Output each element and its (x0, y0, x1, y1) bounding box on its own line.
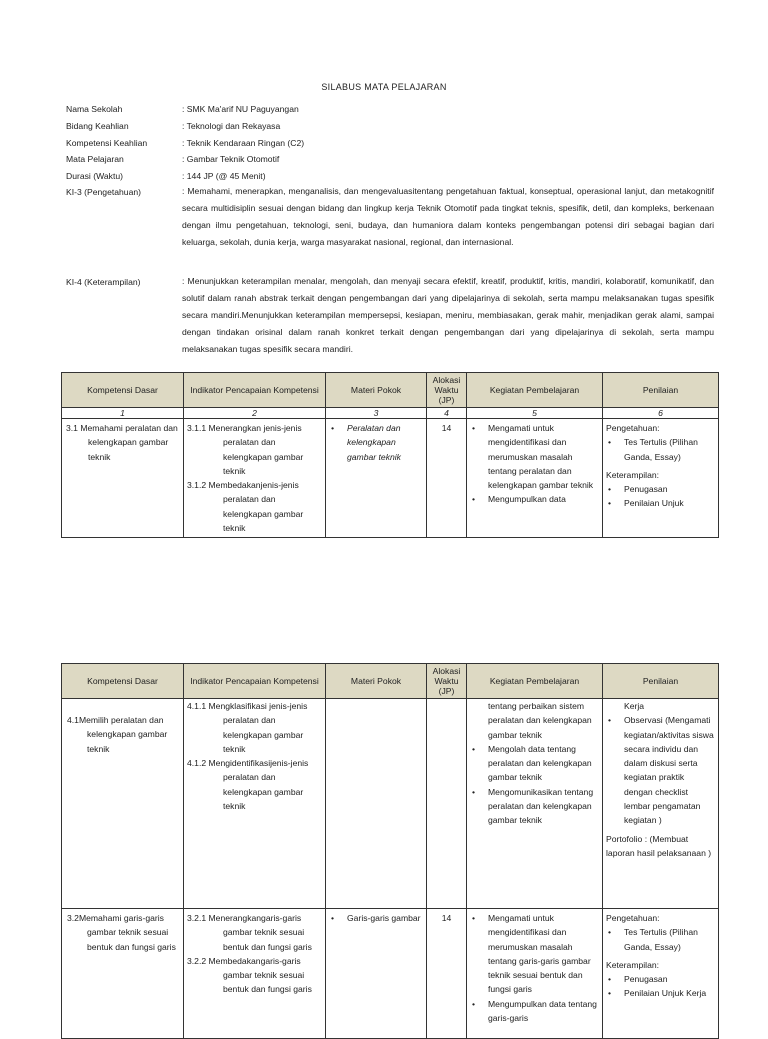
header-indikator: Indikator Pencapaian Kompetensi (184, 664, 326, 699)
header-materi-pokok: Materi Pokok (326, 664, 427, 699)
kegiatan-item: • Mengumpulkan data (470, 492, 599, 506)
kegiatan-item: • Mengamati untuk mengidentifikasi dan merumuskan masalah tentang peralatan dan kelengkapan gambar teknik (470, 421, 599, 492)
indikator-item: 4.1.2 Mengidentifikasijenis-jenis peralatan dan kelengkapan gambar teknik (187, 758, 309, 812)
column-number: 1 (62, 408, 184, 419)
penilaian-cell (603, 909, 719, 1039)
penilaian-continued: Kerja (624, 701, 645, 711)
header-kegiatan: Kegiatan Pembelajaran (467, 664, 603, 699)
penilaian-title: Keterampilan: (606, 959, 660, 970)
column-number-row (62, 408, 719, 419)
kegiatan-item: • Mengamati untuk mengidentifikasi dan merumuskan masalah tentang garis-garis gambar teknik sesuai bentuk dan fungsi garis (470, 911, 599, 997)
table-row (62, 699, 719, 909)
penilaian-item: • Penugasan (606, 972, 715, 986)
header-kompetensi-dasar: Kompetensi Dasar (62, 664, 184, 699)
penilaian-item: • Penugasan (606, 482, 715, 496)
materi-cell (326, 699, 427, 909)
info-label: Durasi (Waktu) (66, 171, 123, 181)
info-value: : Gambar Teknik Otomotif (182, 154, 280, 164)
info-value: : SMK Ma'arif NU Paguyangan (182, 104, 299, 114)
penilaian-cell (603, 419, 719, 538)
info-value: : Menunjukkan keterampilan menalar, mengolah, dan menyaji secara efektif, kreatif, produktif, kritis, mandiri, kolaboratif, komunikatif, dan solutif dalam ranah abstrak terkait dengan pengembangan dari yang dipelajarinya di sekolah, serta mampu melaksanakan tugas spesifik secara mandiri.Menunjukkan keterampilan mempersepsi, kesiapan, meniru, membiasakan, gerak mahir, menjadikan gerak alami, sampai dengan tindakan orisinal dalam ranah konkret terkait dengan pengembangan dari yang dipelajarinya di sekolah, serta mampu melaksanakan tugas spesifik secara mandiri. (182, 276, 714, 354)
silabus-table-1 (61, 372, 719, 538)
materi-item: • Peralatan dan kelengkapan gambar teknik (329, 421, 423, 464)
penilaian-item: • Tes Tertulis (Pilihan Ganda, Essay) (606, 925, 715, 954)
penilaian-title: Pengetahuan: (606, 913, 660, 923)
table-header-row (62, 664, 719, 699)
indikator-item: 3.2.1 Menerangkangaris-garis gambar teknik sesuai bentuk dan fungsi garis (187, 913, 312, 952)
info-label: Nama Sekolah (66, 104, 123, 114)
table-row (62, 419, 719, 538)
kd-cell: 3.1 Memahami peralatan dan kelengkapan gambar teknik (62, 419, 184, 538)
materi-cell (326, 909, 427, 1039)
kd-cell (62, 909, 184, 1039)
header-materi-pokok: Materi Pokok (326, 373, 427, 408)
table-header-row (62, 373, 719, 408)
penilaian-item: • Penilaian Unjuk Kerja (606, 986, 715, 1000)
document-title: SILABUS MATA PELAJARAN (321, 82, 447, 92)
kd-cell (62, 699, 184, 909)
materi-cell (326, 419, 427, 538)
column-number: 3 (326, 408, 427, 419)
info-label: KI-3 (Pengetahuan) (66, 187, 142, 197)
kegiatan-item: • Mengolah data tentang peralatan dan kelengkapan gambar teknik (470, 742, 599, 785)
indikator-cell (184, 419, 326, 538)
kegiatan-cell (467, 909, 603, 1039)
indikator-item: 3.1.2 Membedakanjenis-jenis peralatan dan kelengkapan gambar teknik (187, 480, 304, 534)
penilaian-item: • Penilaian Unjuk (606, 496, 715, 510)
kegiatan-cell (467, 699, 603, 909)
info-value: : 144 JP (@ 45 Menit) (182, 171, 266, 181)
indikator-item: 4.1.1 Mengklasifikasi jenis-jenis peralatan dan kelengkapan gambar teknik (187, 701, 308, 754)
column-number: 2 (184, 408, 326, 419)
indikator-cell (184, 699, 326, 909)
kegiatan-item: • Mengumpulkan data tentang garis-garis (470, 997, 599, 1026)
portfolio-text: Portofolio : (Membuat laporan hasil pelaksanaan ) (606, 833, 712, 858)
info-value: : Teknik Kendaraan Ringan (C2) (182, 138, 305, 148)
info-label: KI-4 (Keterampilan) (66, 277, 141, 287)
penilaian-title: Keterampilan: (606, 469, 660, 480)
materi-item: • Garis-garis gambar (329, 911, 423, 925)
kegiatan-cell (467, 419, 603, 538)
table-row (62, 909, 719, 1039)
kegiatan-continued: tentang perbaikan sistem peralatan dan kelengkapan gambar teknik (488, 701, 592, 740)
info-value: : Teknologi dan Rekayasa (182, 121, 281, 131)
header-penilaian: Penilaian (603, 373, 719, 408)
header-penilaian: Penilaian (603, 664, 719, 699)
header-indikator: Indikator Pencapaian Kompetensi (184, 373, 326, 408)
column-number: 4 (427, 408, 467, 419)
indikator-item: 3.1.1 Menerangkan jenis-jenis peralatan dan kelengkapan gambar teknik (187, 423, 304, 476)
column-number: 5 (467, 408, 603, 419)
penilaian-item: • Observasi (Mengamati kegiatan/aktivitas siswa secara individu dan dalam diskusi serta kegiatan praktik dengan checklist lembar pengamatan kegiatan ) (606, 713, 715, 827)
info-value: : Memahami, menerapkan, menganalisis, dan mengevaluasitentang pengetahuan faktual, konseptual, operasional lanjut, dan metakognitif secara multidisiplin sesuai dengan bidang dan lingkup kerja Teknik Otomotif pada tingkat teknis, spesifik, detil, dan kompleks, berkenaan dengan ilmu pengetahuan, teknologi, seni, budaya, dan humaniora dalam konteks pengembangan potensi diri sebagai bagian dari keluarga, sekolah, dunia kerja, warga masyarakat nasional, regional, dan internasional. (182, 186, 714, 247)
info-label: Mata Pelajaran (66, 154, 124, 164)
header-kompetensi-dasar: Kompetensi Dasar (62, 373, 184, 408)
jp-cell: 14 (427, 419, 467, 538)
penilaian-item: • Tes Tertulis (Pilihan Ganda, Essay) (606, 435, 715, 464)
column-number: 6 (603, 408, 719, 419)
kegiatan-item: • Mengomunikasikan tentang peralatan dan kelengkapan gambar teknik (470, 785, 599, 828)
penilaian-cell (603, 699, 719, 909)
indikator-cell (184, 909, 326, 1039)
kd-text: 4.1Memilih peralatan dan kelengkapan gambar teknik (67, 715, 168, 754)
header-alokasi-waktu: Alokasi Waktu (JP) (427, 664, 467, 699)
penilaian-title: Pengetahuan: (606, 423, 660, 433)
jp-cell: 14 (427, 909, 467, 1039)
jp-cell (427, 699, 467, 909)
silabus-table-2 (61, 663, 719, 1039)
kd-text: 3.2Memahami garis-garis gambar teknik sesuai bentuk dan fungsi garis (67, 913, 176, 952)
info-label: Bidang Keahlian (66, 121, 129, 131)
header-alokasi-waktu: Alokasi Waktu (JP) (427, 373, 467, 408)
header-kegiatan: Kegiatan Pembelajaran (467, 373, 603, 408)
indikator-item: 3.2.2 Membedakangaris-garis gambar teknik sesuai bentuk dan fungsi garis (187, 955, 312, 995)
info-label: Kompetensi Keahlian (66, 138, 148, 148)
